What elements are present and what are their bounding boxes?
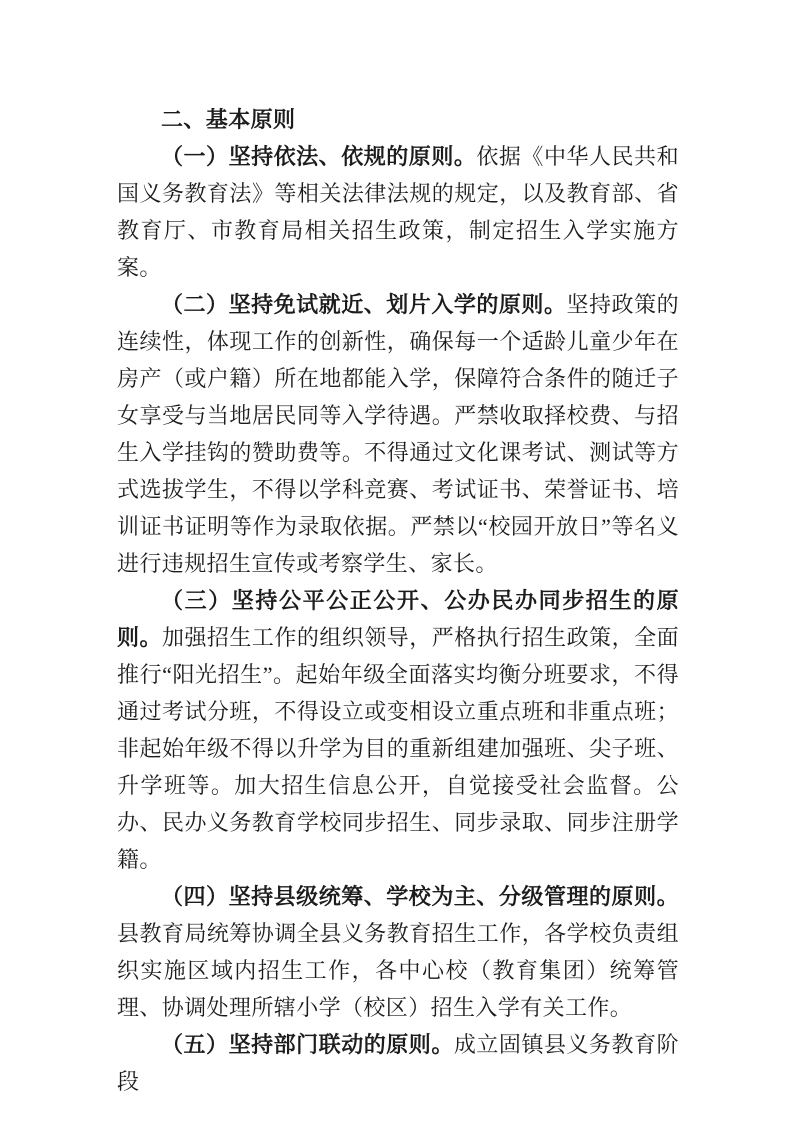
section-heading: 二、基本原则 [161,107,296,132]
paragraph-principle-5-lead: （五）坚持部门联动的原则。 [161,1032,454,1057]
paragraph-principle-4-body: 县教育局统筹协调全县义务教育招生工作，各学校负责组织实施区域内招生工作，各中心校（教育集团）统筹管理、协调处理所辖小学（校区）招生入学有关工作。 [117,921,679,1020]
paragraph-principle-2-body: 坚持政策的连续性，体现工作的创新性，确保每一个适龄儿童少年在房产（或户籍）所在地都能入学，保障符合条件的随迁子女享受与当地居民同等入学待遇。严禁收取择校费、与招生入学挂钩的赞助费等。不得通过文化课考试、测试等方式选拔学生，不得以学科竞赛、考试证书、荣誉证书、培训证书证明等作为录取依据。严禁以“校园开放日”等名义进行违规招生宣传或考察学生、家长。 [117,292,679,576]
paragraph-principle-1-body: 依据《中华人民共和国义务教育法》等相关法律法规的规定，以及教育部、省教育厅、市教育局相关招生政策，制定招生入学实施方案。 [117,144,679,280]
paragraph-principle-3 [117,582,679,878]
paragraph-principle-2-lead: （二）坚持免试就近、划片入学的原则。 [161,292,567,317]
paragraph-principle-3-lead: （三）坚持公平公正公开、公办民办同步招生的原则。 [117,588,679,650]
paragraph-principle-1 [117,138,679,286]
paragraph-principle-2 [117,286,679,582]
paragraph-principle-4 [117,878,679,1026]
paragraph-principle-4-lead: （四）坚持县级统筹、学校为主、分级管理的原则。 [161,884,679,909]
paragraph-principle-5 [117,1026,679,1100]
paragraph-principle-5-body: 成立固镇县义务教育阶段 [117,1032,679,1094]
paragraph-principle-1-lead: （一）坚持依法、依规的原则。 [161,144,477,169]
paragraph-principle-3-body: 加强招生工作的组织领导，严格执行招生政策，全面推行“阳光招生”。起始年级全面落实均衡分班要求，不得通过考试分班，不得设立或变相设立重点班和非重点班；非起始年级不得以升学为目的重新组建加强班、尖子班、升学班等。加大招生信息公开，自觉接受社会监督。公办、民办义务教育学校同步招生、同步录取、同步注册学籍。 [117,625,679,872]
